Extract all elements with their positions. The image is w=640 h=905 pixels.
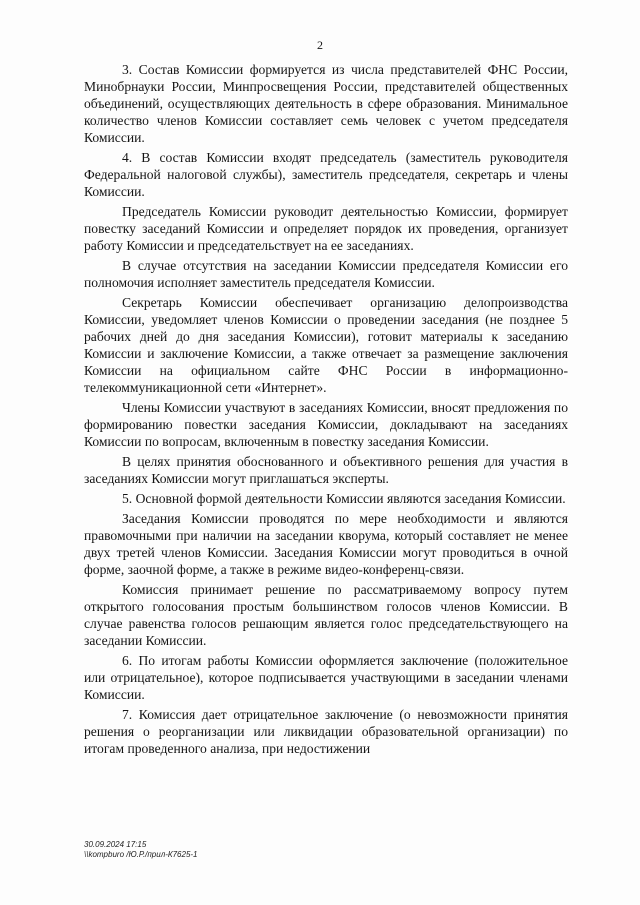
document-body xyxy=(84,61,568,760)
paragraph: Председатель Комиссии руководит деятельностью Комиссии, формирует повестку заседаний Комиссии и определяет порядок их проведения, организует работу Комиссии и председательствует на ее заседаниях. xyxy=(84,204,568,254)
paragraph: 3. Состав Комиссии формируется из числа представителей ФНС России, Минобрнауки России, Минпросвещения России, представителей общественных объединений, осуществляющих деятельность в сфере образования. Минимальное количество членов Комиссии составляет семь человек с учетом председателя Комиссии. xyxy=(84,62,568,146)
footer-file-path: \\kompburo /Ю.Р./прил-К7625-1 xyxy=(84,850,198,859)
paragraph: 6. По итогам работы Комиссии оформляется заключение (положительное или отрицательное), которое подписывается участвующими в заседании членами Комиссии. xyxy=(84,652,568,703)
paragraph: В целях принятия обоснованного и объективного решения для участия в заседаниях Комиссии могут приглашаться эксперты. xyxy=(84,454,568,487)
paragraph: Члены Комиссии участвуют в заседаниях Комиссии, вносят предложения по формированию повестки заседания Комиссии, докладывают на заседаниях Комиссии по вопросам, включенным в повестку заседания Комиссии. xyxy=(84,400,568,450)
footer-date: 30.09.2024 17:15 xyxy=(84,840,147,849)
paragraph: Комиссия принимает решение по рассматриваемому вопросу путем открытого голосования простым большинством голосов членов Комиссии. В случае равенства голосов решающим является голос председательствующего на заседании Комиссии. xyxy=(84,581,568,649)
document-footer xyxy=(84,840,198,860)
paragraph: 4. В состав Комиссии входят председатель (заместитель руководителя Федеральной налоговой службы), заместитель председателя, секретарь и члены Комиссии. xyxy=(84,150,568,200)
paragraph: Заседания Комиссии проводятся по мере необходимости и являются правомочными при наличии на заседании кворума, который составляет не менее двух третей членов Комиссии. Заседания Комиссии могут проводиться в очной форме, заочной форме, а также в режиме видео-конференц-связи. xyxy=(84,510,568,578)
paragraph: В случае отсутствия на заседании Комиссии председателя Комиссии его полномочия исполняет заместитель председателя Комиссии. xyxy=(84,258,568,291)
paragraph: 5. Основной формой деятельности Комиссии являются заседания Комиссии. xyxy=(122,491,566,507)
paragraph: 7. Комиссия дает отрицательное заключение (о невозможности принятия решения о реорганизации или ликвидации образовательной организации) по итогам проведенного анализа, при недостижении xyxy=(84,706,568,757)
paragraph: Секретарь Комиссии обеспечивает организацию делопроизводства Комиссии, уведомляет членов Комиссии о проведении заседания (не позднее 5 рабочих дней до дня заседания Комиссии), готовит материалы к заседанию Комиссии и заключение Комиссии, а также отвечает за размещение заключения Комиссии на официальном сайте ФНС России в информационно-телекоммуникационной сети «Интернет». xyxy=(84,294,568,396)
page-number: 2 xyxy=(317,38,323,52)
